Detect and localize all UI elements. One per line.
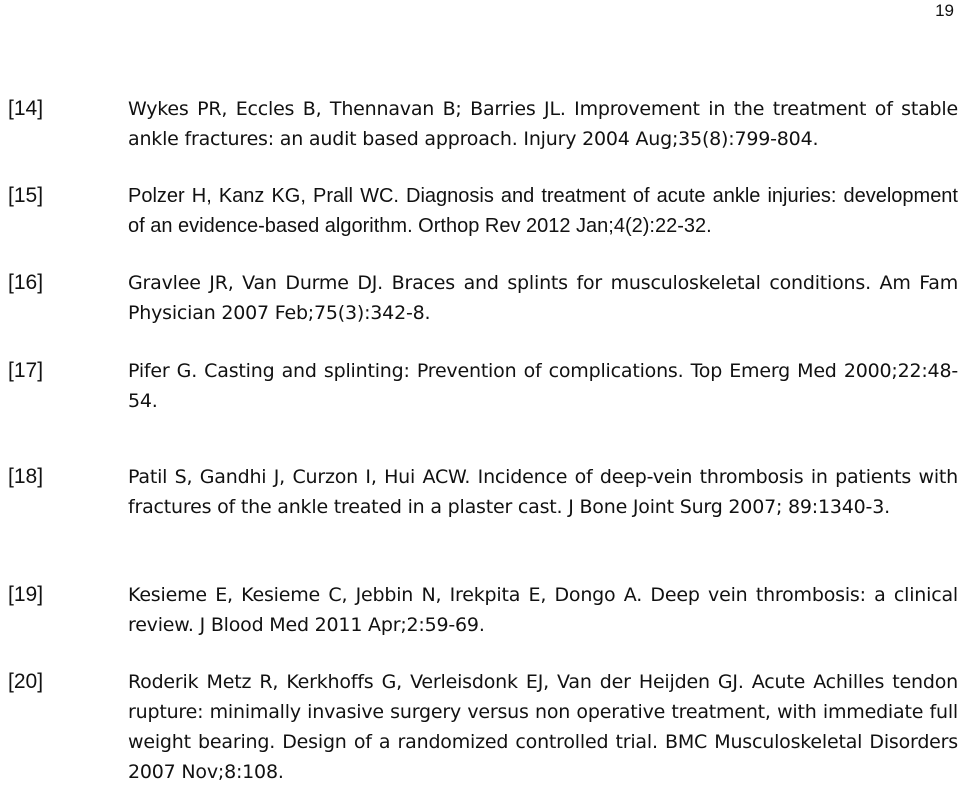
reference-text: Gravlee JR, Van Durme DJ. Braces and splints for musculoskeletal conditions. Am Fam Physician 2007 Feb;75(3):342-8.: [128, 272, 958, 324]
reference-label: [16]: [8, 271, 44, 294]
reference-label: [14]: [8, 97, 44, 120]
reference-label: [18]: [8, 465, 44, 488]
reference-text: Wykes PR, Eccles B, Thennavan B; Barries JL. Improvement in the treatment of stable ankle fractures: an audit based approach. Injury 2004 Aug;35(8):799-804.: [128, 98, 958, 150]
reference-label: [17]: [8, 359, 44, 382]
reference-label: [15]: [8, 184, 44, 207]
reference-text: Roderik Metz R, Kerkhoffs G, Verleisdonk EJ, Van der Heijden GJ. Acute Achilles tendon rupture: minimally invasive surgery versus non operative treatment, with immediate full weight bearing. Design of a randomized controlled trial. BMC Musculoskeletal Disorders 2007 Nov;8:108.: [128, 671, 958, 783]
reference-text: Polzer H, Kanz KG, Prall WC. Diagnosis and treatment of acute ankle injuries: development of an evidence-based algorithm. Orthop Rev 2012 Jan;4(2):22-32.: [128, 185, 958, 237]
reference-label: [19]: [8, 583, 44, 606]
reference-label: [20]: [8, 670, 44, 693]
reference-text: Patil S, Gandhi J, Curzon I, Hui ACW. Incidence of deep-vein thrombosis in patients with fractures of the ankle treated in a plaster cast. J Bone Joint Surg 2007; 89:1340-3.: [128, 466, 958, 518]
reference-text: Pifer G. Casting and splinting: Prevention of complications. Top Emerg Med 2000;22:48-54.: [128, 360, 958, 412]
reference-text: Kesieme E, Kesieme C, Jebbin N, Irekpita E, Dongo A. Deep vein thrombosis: a clinical review. J Blood Med 2011 Apr;2:59-69.: [128, 584, 958, 636]
page-number: 19: [935, 1, 954, 20]
